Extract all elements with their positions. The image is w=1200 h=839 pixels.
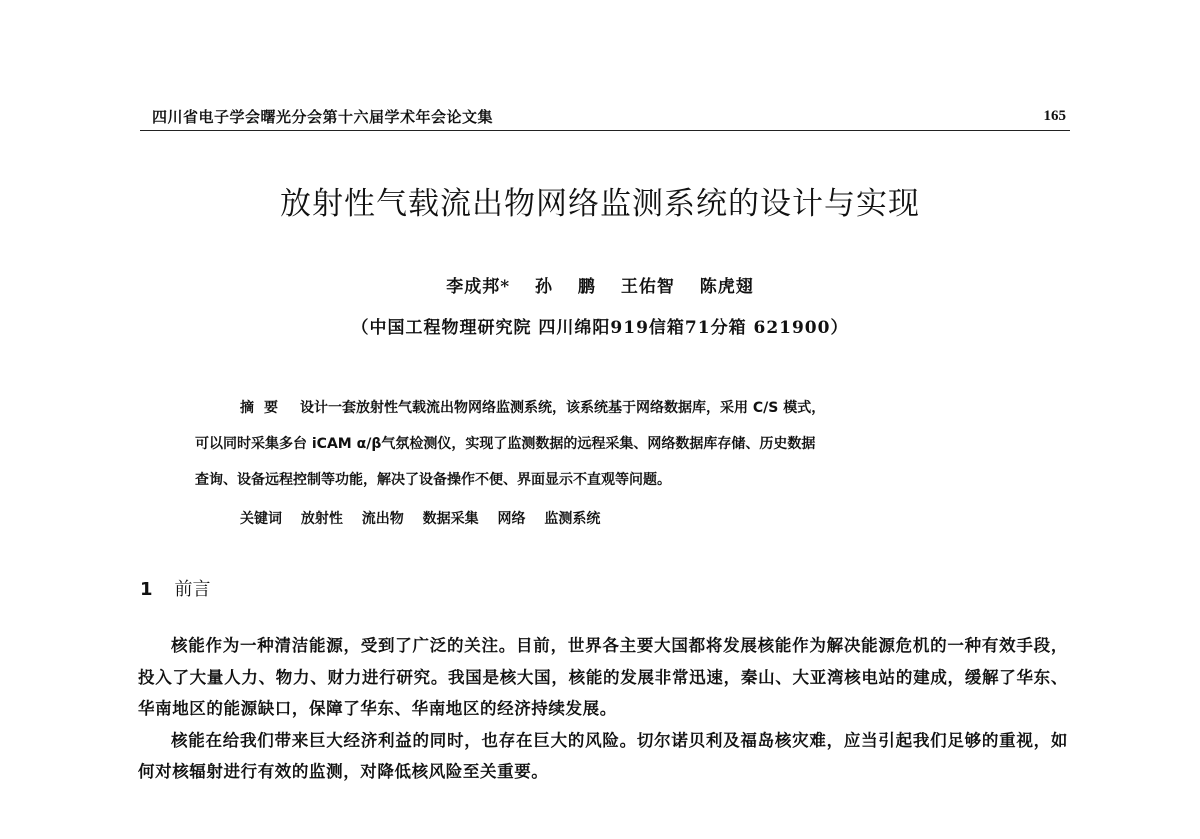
section-heading: [140, 575, 211, 601]
keywords: [240, 508, 614, 528]
keyword: 放射性: [300, 511, 343, 527]
paper-title: 放射性气载流出物网络监测系统的设计与实现: [280, 186, 920, 222]
abstract-line-3: 查询、设备远程控制等功能，解决了设备操作不便、界面显示不直观等问题。: [195, 472, 671, 488]
running-header: [140, 104, 1070, 131]
keyword: 网络: [497, 511, 526, 527]
keyword: 监测系统: [544, 511, 601, 527]
keyword: 流出物: [361, 511, 404, 527]
abstract: [195, 390, 1015, 498]
affiliation: （中国工程物理研究院 四川绵阳919信箱71分箱 621900）: [351, 318, 849, 338]
body-text: [138, 630, 1068, 788]
abstract-line-1: [195, 390, 1015, 426]
paragraph: 核能作为一种清洁能源，受到了广泛的关注。目前，世界各主要大国都将发展核能作为解决能源危机的一种有效手段，投入了大量人力、物力、财力进行研究。我国是核大国，核能的发展非常迅速，秦山、大亚湾核电站的建成，缓解了华东、华南地区的能源缺口，保障了华东、华南地区的经济持续发展。: [138, 636, 1068, 718]
page-number: 165: [1043, 108, 1066, 124]
paragraph: 核能在给我们带来巨大经济利益的同时，也存在巨大的风险。切尔诺贝利及福岛核灾难，应当引起我们足够的重视，如何对核辐射进行有效的监测，对降低核风险至关重要。: [138, 730, 1068, 781]
keywords-label: 关键词: [240, 511, 282, 527]
journal-name: 四川省电子学会曙光分会第十六届学术年会论文集: [152, 108, 494, 126]
author-list: 李成邦* 孙 鹏 王佑智 陈虎翅: [446, 277, 754, 297]
section-title: 前言: [174, 579, 211, 600]
abstract-line-2: 可以同时采集多台 iCAM α/β气氛检测仪，实现了监测数据的远程采集、网络数据库存储、历史数据: [195, 436, 816, 452]
abstract-label: 摘要: [240, 400, 288, 416]
keyword: 数据采集: [422, 511, 479, 527]
section-number: 1: [140, 579, 153, 600]
abstract-text-1: 设计一套放射性气载流出物网络监测系统，该系统基于网络数据库，采用 C/S 模式，: [300, 400, 826, 416]
